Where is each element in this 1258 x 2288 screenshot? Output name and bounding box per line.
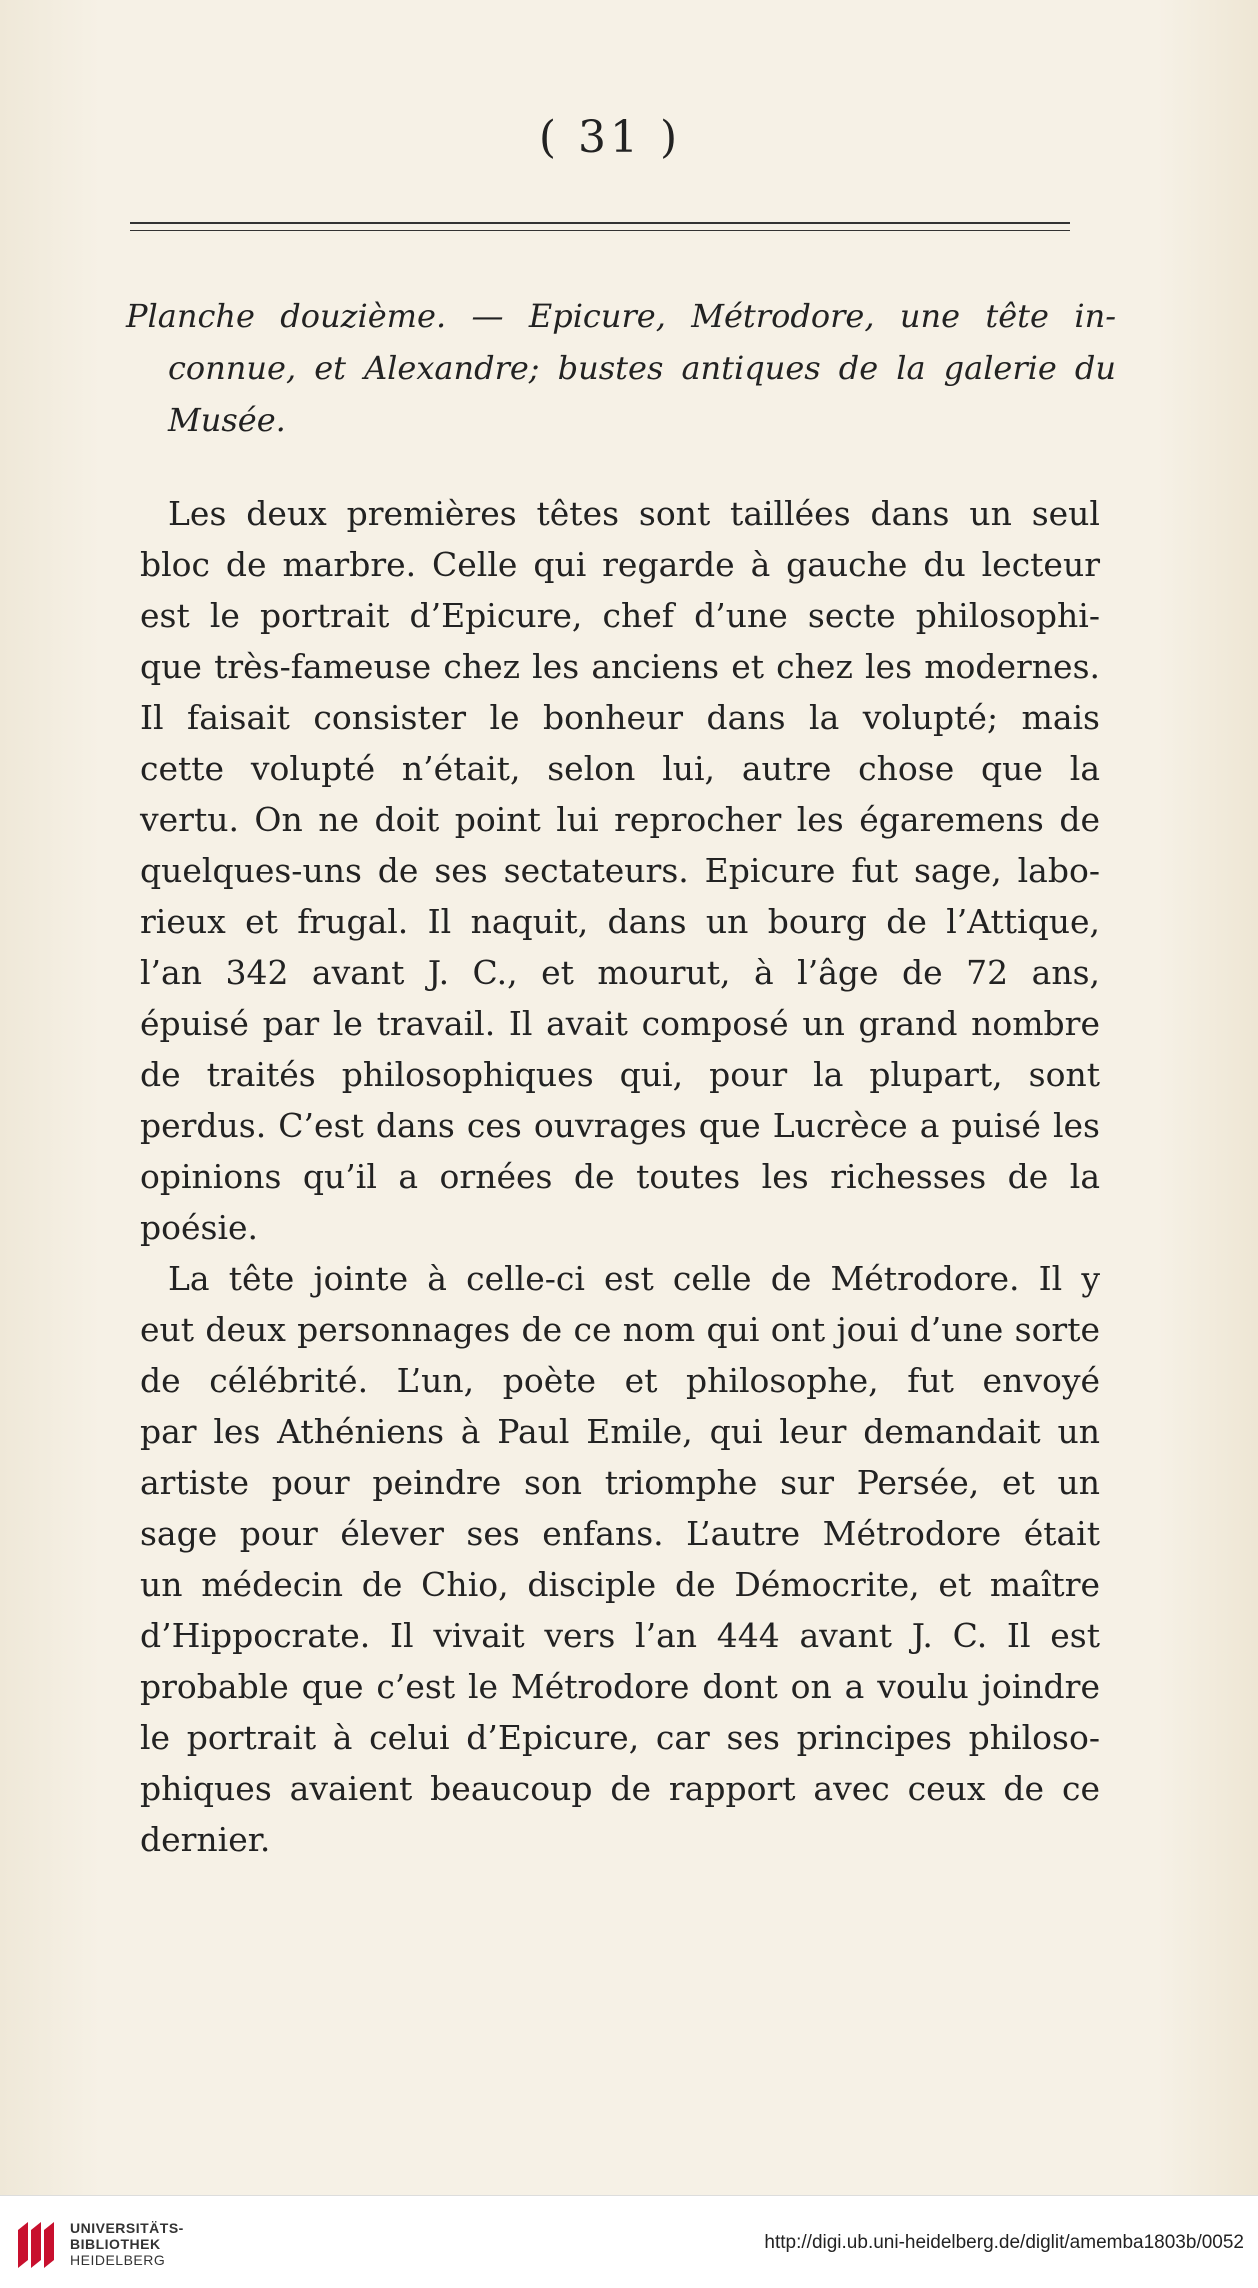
- caption-line: Planche douzième. — Epicure, Métrodore, une tête in-: [126, 297, 1116, 335]
- viewer-footer: [0, 2195, 1258, 2288]
- library-name-line: HEIDELBERG: [70, 2252, 166, 2268]
- text-line: La tête jointe à celle-ci est celle de Métrodore. Il y: [168, 1259, 1100, 1298]
- text-line: sage pour élever ses enfans. L’autre Métrodore était: [140, 1514, 1100, 1553]
- text-line: phiques avaient beaucoup de rapport avec ceux de ce: [140, 1769, 1100, 1808]
- header-rule: [130, 222, 1070, 224]
- text-line: eut deux personnages de ce nom qui ont joui d’une sorte: [140, 1310, 1100, 1349]
- paragraph-metrodore: [140, 1253, 1100, 1865]
- text-line: opinions qu’il a ornées de toutes les richesses de la: [140, 1157, 1100, 1196]
- text-line: Les deux premières têtes sont taillées dans un seul: [168, 494, 1100, 533]
- library-name-line: UNIVERSITÄTS-: [70, 2220, 184, 2236]
- text-line: l’an 342 avant J. C., et mourut, à l’âge de 72 ans,: [140, 953, 1100, 992]
- text-line: vertu. On ne doit point lui reprocher les égaremens de: [140, 800, 1100, 839]
- text-line: épuisé par le travail. Il avait composé un grand nombre: [140, 1004, 1100, 1043]
- text-line: que très-fameuse chez les anciens et chez les modernes.: [140, 647, 1100, 686]
- text-line: perdus. C’est dans ces ouvrages que Lucrèce a puisé les: [140, 1106, 1100, 1145]
- text-line: est le portrait d’Epicure, chef d’une secte philosophi-: [140, 596, 1100, 635]
- paragraph-epicure: [140, 488, 1100, 1253]
- text-line: Il faisait consister le bonheur dans la volupté; mais: [140, 698, 1100, 737]
- plate-caption: [126, 290, 1116, 446]
- library-name: [70, 2220, 184, 2268]
- caption-line: connue, et Alexandre; bustes antiques de la galerie du: [168, 349, 1116, 387]
- text-line: d’Hippocrate. Il vivait vers l’an 444 avant J. C. Il est: [140, 1616, 1100, 1655]
- text-line: quelques-uns de ses sectateurs. Epicure fut sage, labo-: [140, 851, 1100, 890]
- text-line: de traités philosophiques qui, pour la plupart, sont: [140, 1055, 1100, 1094]
- text-line: artiste pour peindre son triomphe sur Persée, et un: [140, 1463, 1100, 1502]
- text-line: probable que c’est le Métrodore dont on a voulu joindre: [140, 1667, 1100, 1706]
- text-line: dernier.: [140, 1820, 271, 1859]
- page-number: ( 31 ): [538, 112, 682, 163]
- text-line: rieux et frugal. Il naquit, dans un bourg de l’Attique,: [140, 902, 1100, 941]
- text-line: bloc de marbre. Celle qui regarde à gauche du lecteur: [140, 545, 1100, 584]
- header-rule-thin: [130, 230, 1070, 231]
- text-line: cette volupté n’était, selon lui, autre chose que la: [140, 749, 1100, 788]
- text-line: poésie.: [140, 1208, 259, 1247]
- library-name-line: BIBLIOTHEK: [70, 2236, 161, 2252]
- text-line: par les Athéniens à Paul Emile, qui leur demandait un: [140, 1412, 1100, 1451]
- university-library-logo-icon: [14, 2216, 58, 2272]
- text-line: un médecin de Chio, disciple de Démocrite, et maître: [140, 1565, 1100, 1604]
- caption-line: Musée.: [168, 401, 286, 439]
- permalink-url[interactable]: http://digi.ub.uni-heidelberg.de/diglit/amemba1803b/0052: [764, 2232, 1244, 2253]
- text-line: de célébrité. L’un, poète et philosophe, fut envoyé: [140, 1361, 1100, 1400]
- text-line: le portrait à celui d’Epicure, car ses principes philoso-: [140, 1718, 1100, 1757]
- body-text: [140, 488, 1100, 1865]
